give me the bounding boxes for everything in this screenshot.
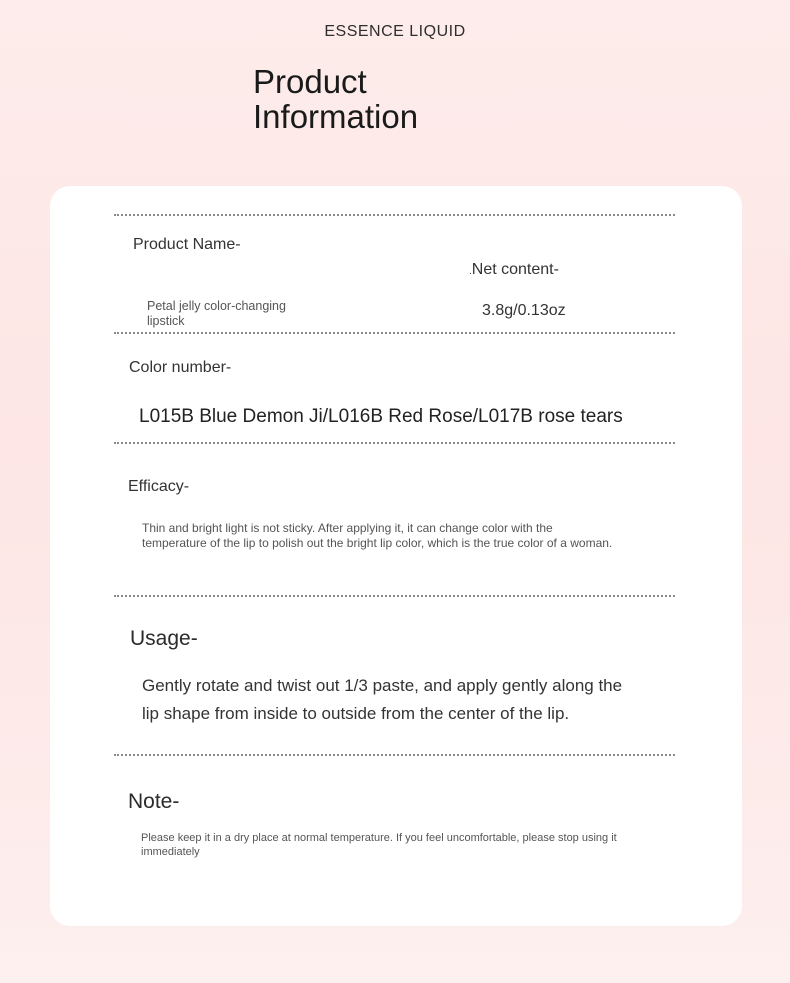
efficacy-text: Thin and bright light is not sticky. After applying it, it can change color with the temperature of the lip to polish out the bright lip color, which is the true color of a woman. <box>142 521 613 550</box>
page-title-line-2: Information <box>253 98 419 135</box>
divider <box>114 442 675 444</box>
note-label: Note- <box>128 790 180 813</box>
efficacy-label: Efficacy- <box>128 478 190 495</box>
net-content-value: 3.8g/0.13oz <box>482 302 566 319</box>
brand-name: ESSENCE LIQUID <box>324 23 466 40</box>
divider <box>114 332 675 334</box>
usage-label: Usage- <box>130 627 198 650</box>
product-name-value: Petal jelly color-changing lipstick <box>147 299 286 328</box>
usage-text: Gently rotate and twist out 1/3 paste, and apply gently along the lip shape from inside to outside from the center of the lip. <box>142 676 623 723</box>
bullet-dot: . <box>469 266 472 277</box>
color-number-label: Color number- <box>129 359 232 376</box>
divider <box>114 214 675 216</box>
info-card <box>50 186 742 926</box>
divider <box>114 595 675 597</box>
net-content-label: .Net content- <box>469 261 559 278</box>
color-number-value: L015B Blue Demon Ji/L016B Red Rose/L017B rose tears <box>139 406 623 427</box>
divider <box>114 754 675 756</box>
page-title <box>253 64 553 134</box>
note-text: Please keep it in a dry place at normal temperature. If you feel uncomfortable, please stop using it immediately <box>141 832 617 858</box>
page-title-line-1: Product <box>253 63 367 100</box>
product-name-label: Product Name- <box>133 236 241 253</box>
